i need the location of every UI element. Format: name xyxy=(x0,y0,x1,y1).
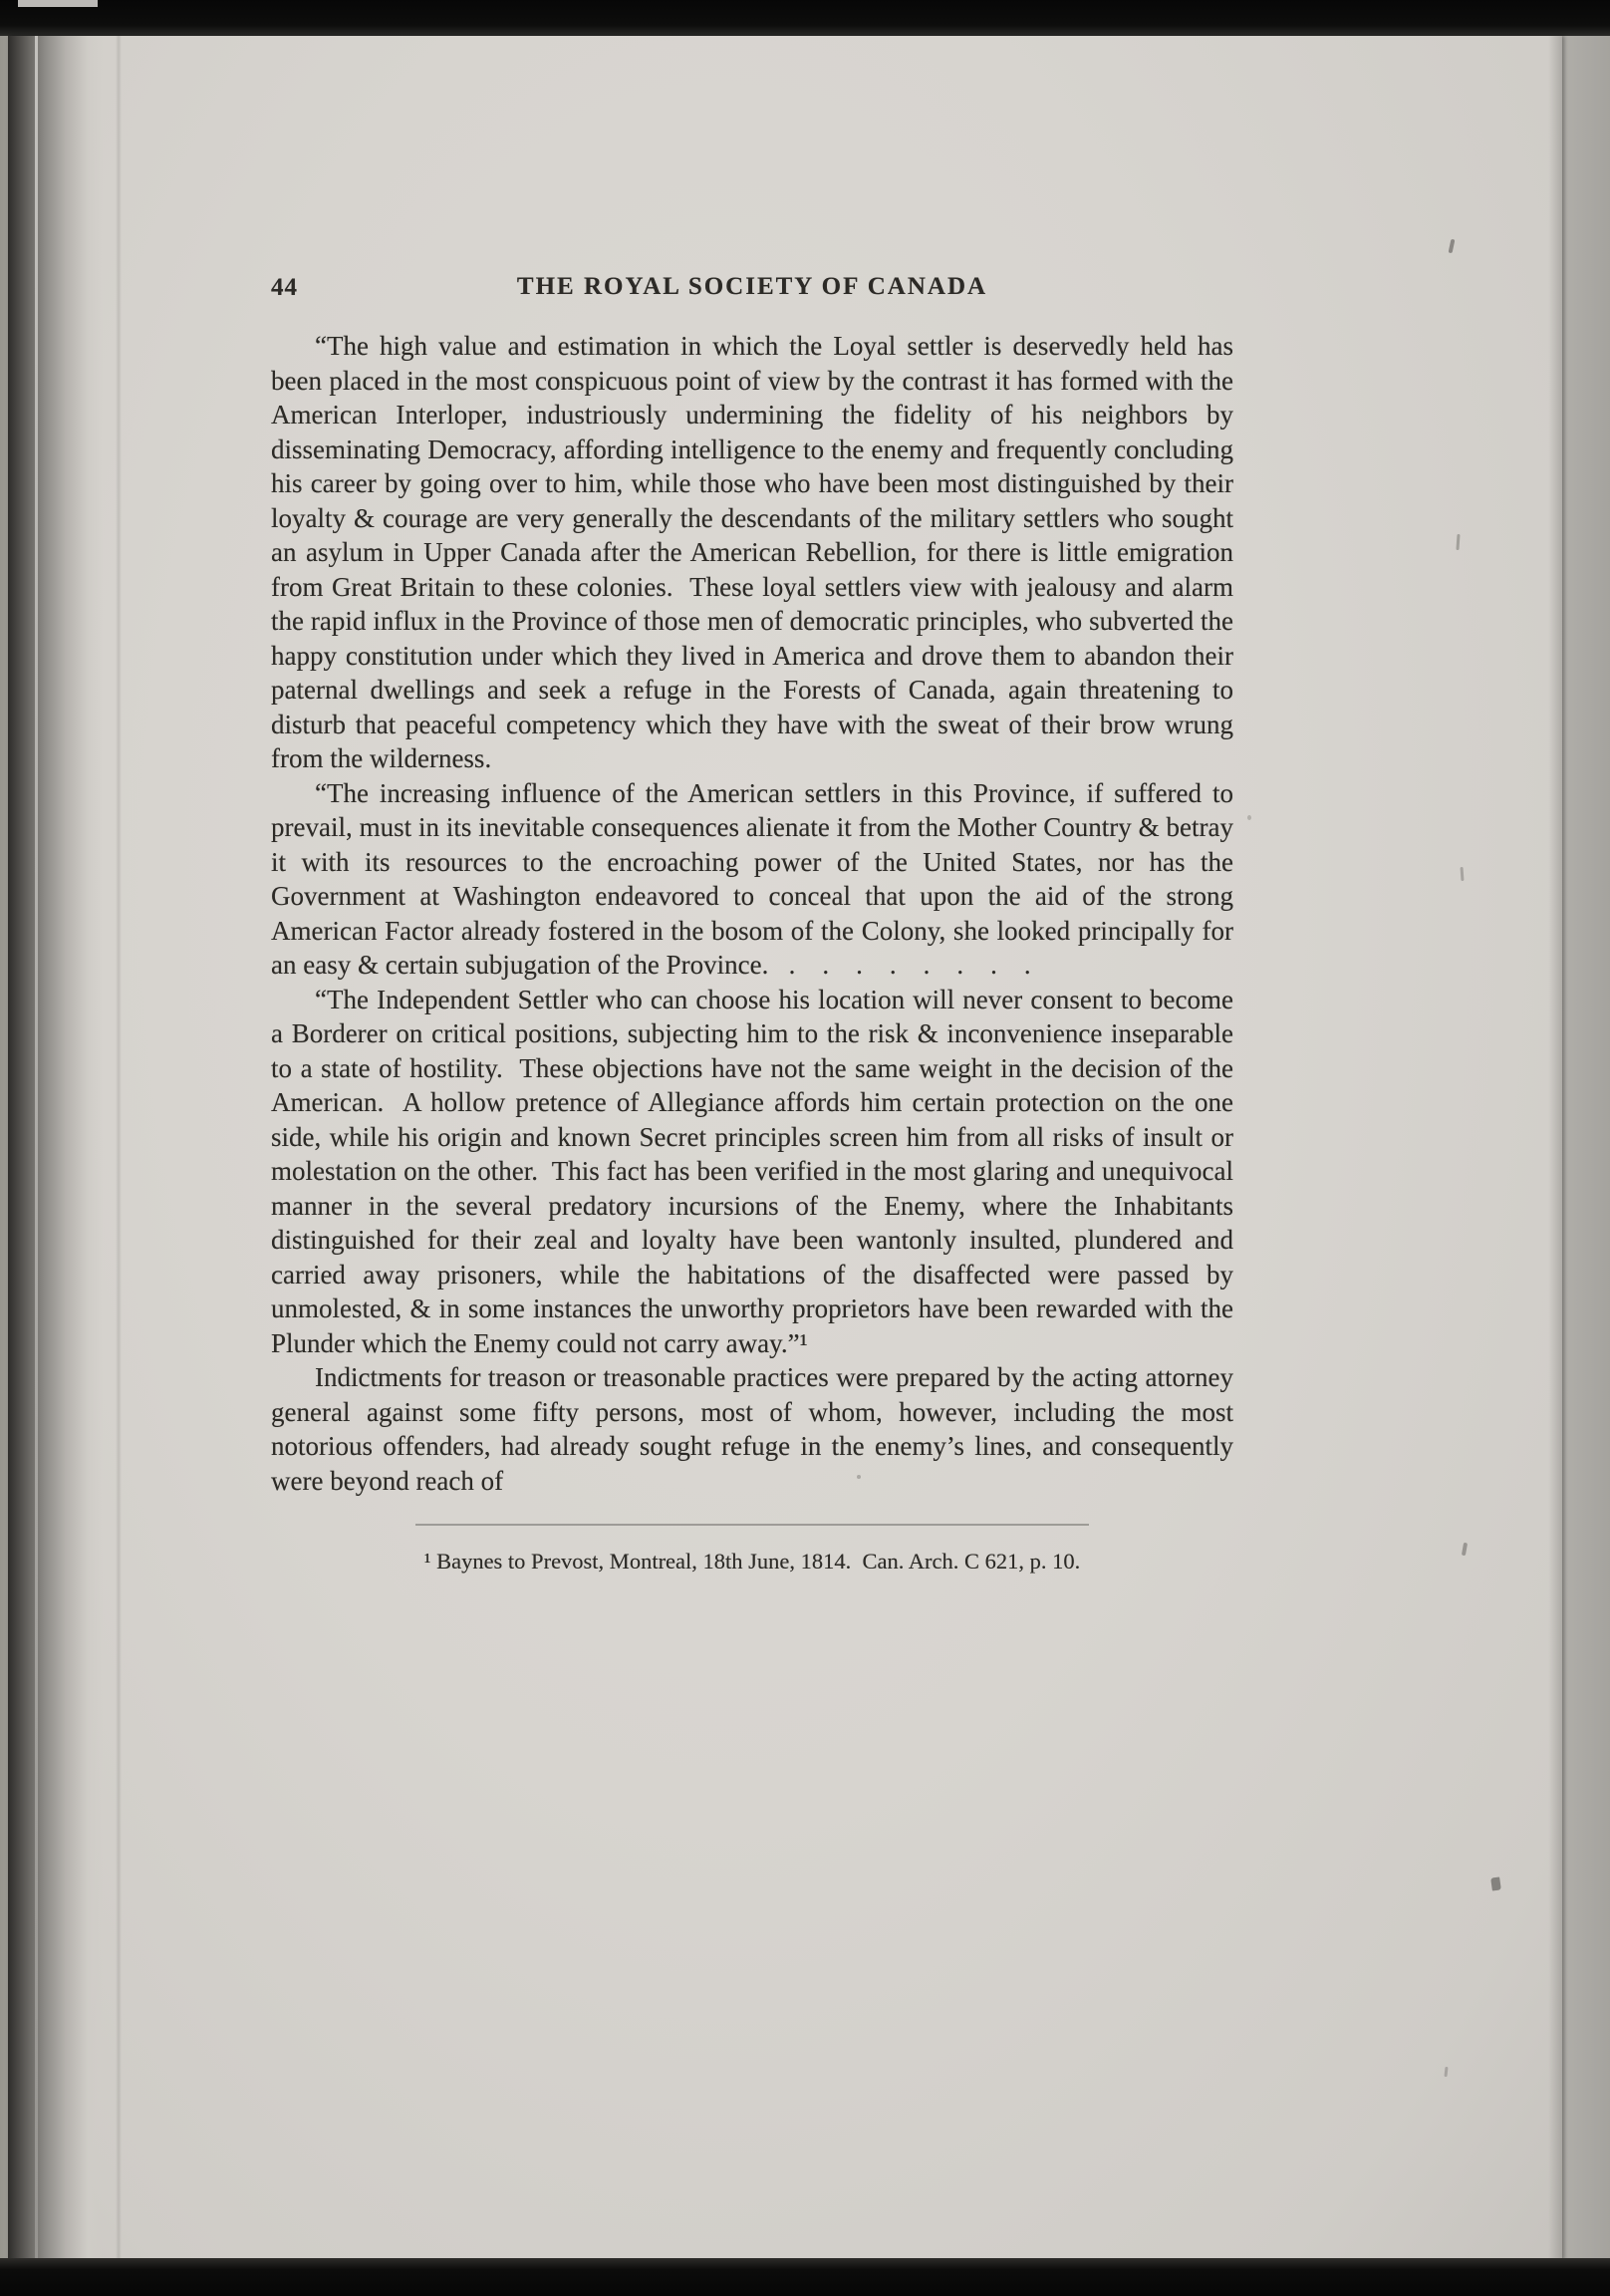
scan-artifact xyxy=(1461,867,1465,881)
footnote: ¹ Baynes to Prevost, Montreal, 18th June, 1814. Can. Arch. C 621, p. 10. xyxy=(423,1549,1081,1574)
paragraph: “The high value and estimation in which the Loyal settler is deservedly held has been placed in the most conspicuous point of view by the contrast it has formed with the American Interloper, industriously undermining the fidelity of his neighbors by disseminating Democracy, affording intelligence to the enemy and frequently concluding his career by going over to him, while those who have been most distinguished by their loyalty & courage are very generally the descendants of the military settlers who sought an asylum in Upper Canada after the American Rebellion, for there is little emigration from Great Britain to these colonies. These loyal settlers view with jealousy and alarm the rapid influx in the Province of those men of democratic principles, who subverted the happy constitution under which they lived in America and drove them to abandon their paternal dwellings and seek a refuge in the Forests of Canada, again threatening to disturb that peaceful competency which they have with the sweat of their brow wrung from the wilderness. xyxy=(271,331,1233,773)
page-title: THE ROYAL SOCIETY OF CANADA xyxy=(516,273,988,300)
scan-artifact xyxy=(1456,534,1460,550)
book-binding-highlight xyxy=(35,36,38,2260)
footnote-block xyxy=(271,1524,1233,1576)
scan-artifact xyxy=(1444,2067,1448,2077)
paragraph: Indictments for treason or treasonable practices were prepared by the acting attorney general against some fifty persons, most of whom, however, including the most notorious offenders, had already sought refuge in the enemy’s lines, and consequently were beyond reach of xyxy=(271,1362,1233,1496)
body-text xyxy=(271,329,1233,1498)
scanner-top-edge xyxy=(0,0,1610,36)
text-column xyxy=(271,271,1233,1576)
scan-artifact xyxy=(857,1475,861,1479)
scanner-bottom-edge xyxy=(0,2258,1610,2296)
page-crease xyxy=(116,36,122,2260)
scan-artifact xyxy=(1449,239,1456,254)
footnote-divider xyxy=(415,1524,1089,1526)
book-binding-shadow xyxy=(8,36,103,2260)
scan-artifact xyxy=(1247,815,1251,820)
scan-artifact xyxy=(1490,1876,1501,1890)
paragraph: “The Independent Settler who can choose his location will never consent to become a Borderer on critical positions, subjecting him to the risk & inconvenience inseparable to a state of hostility. These objections have not the same weight in the decision of the American. A hollow pretence of Allegiance affords him certain protection on the one side, while his origin and known Secret principles screen him from all risks of insult or molestation on the other. This fact has been verified in the most glaring and unequivocal manner in the several predatory incursions of the Enemy, where the Inhabitants distinguished for their zeal and loyalty have been wantonly insulted, plundered and carried away prisoners, while the habitations of the disaffected were passed by unmolested, & in some instances the unworthy proprietors have been rewarded with the Plunder which the Enemy could not carry away.”¹ xyxy=(271,984,1233,1358)
page-header xyxy=(271,271,1233,307)
scan-artifact xyxy=(1462,1543,1468,1556)
page-right-edge xyxy=(1548,36,1562,2260)
paragraph: “The increasing influence of the American settlers in this Province, if suffered to prevail, must in its inevitable consequences alienate it from the Mother Country & betray it with its resources to the encroaching power of the United States, nor has the Government at Washington endeavored to conceal that upon the aid of the strong American Factor already fostered in the bosom of the Colony, she looked principally for an easy & certain subjugation of the Province. . . . . . . . . xyxy=(271,777,1233,980)
page-number: 44 xyxy=(271,274,298,301)
book-page xyxy=(8,36,1562,2260)
